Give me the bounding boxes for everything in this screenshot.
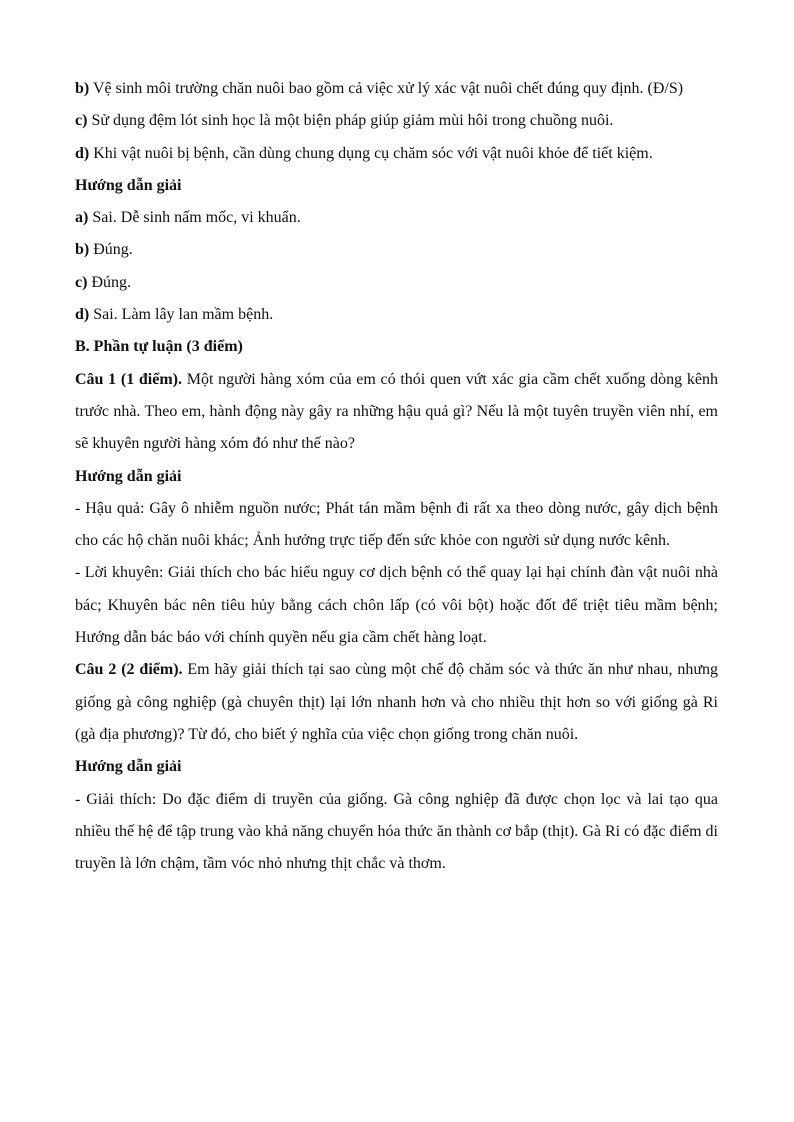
answer-text: Sai. Làm lây lan mầm bệnh. xyxy=(89,306,274,324)
section-heading: B. Phần tự luận (3 điểm) xyxy=(75,338,243,356)
question-label: Câu 2 (2 điểm). xyxy=(75,661,183,679)
statement-text: Vệ sinh môi trường chăn nuôi bao gồm cả việc xử lý xác vật nuôi chết đúng quy định. (Đ/S) xyxy=(89,80,684,97)
statement-c xyxy=(75,105,718,137)
answer-label: d) xyxy=(75,306,90,324)
solution-paragraph: - Hậu quả: Gây ô nhiễm nguồn nước; Phát tán mầm bệnh đi rất xa theo dòng nước, gây dịch bệnh cho các hộ chăn nuôi khác; Ảnh hưởng trực tiếp đến sức khỏe con người sử dụng nước kênh. xyxy=(75,499,718,550)
answer-label: c) xyxy=(75,273,88,291)
answer-label: a) xyxy=(75,209,89,227)
guide-heading: Hướng dẫn giải xyxy=(75,467,182,485)
statement-label: d) xyxy=(75,144,90,162)
answer-text: Đúng. xyxy=(89,241,133,259)
essay-question-2 xyxy=(75,654,718,751)
statement-text: Khi vật nuôi bị bệnh, cần dùng chung dụng cụ chăm sóc với vật nuôi khỏe để tiết kiệm. xyxy=(89,144,653,162)
answer-a xyxy=(75,202,718,234)
question-text: Một người hàng xóm của em có thói quen vứt xác gia cầm chết xuống dòng kênh trước nhà. Theo em, hành động này gây ra những hậu quả gì? Nếu là một tuyên truyền viên nhí, em sẽ khuyên người hàng xóm đó như thế nào? xyxy=(75,370,718,453)
statement-text: Sử dụng đệm lót sinh học là một biện pháp giúp giảm mùi hôi trong chuồng nuôi. xyxy=(87,112,614,130)
guide-heading: Hướng dẫn giải xyxy=(75,176,182,194)
document-page xyxy=(75,73,718,880)
question-text: Em hãy giải thích tại sao cùng một chế độ chăm sóc và thức ăn như nhau, nhưng giống gà công nghiệp (gà chuyên thịt) lại lớn nhanh hơn và cho nhiều thịt hơn so với giống gà Ri (gà địa phương)? Từ đó, cho biết ý nghĩa của việc chọn giống trong chăn nuôi. xyxy=(75,661,718,743)
guide-heading: Hướng dẫn giải xyxy=(75,758,182,776)
solution-paragraph: - Lời khuyên: Giải thích cho bác hiểu nguy cơ dịch bệnh có thể quay lại hại chính đàn vật nuôi nhà bác; Khuyên bác nên tiêu hủy bằng cách chôn lấp (có vôi bột) hoặc đốt để triệt tiêu mầm bệnh; Hướng dẫn bác báo với chính quyền nếu gia cầm chết hàng loạt. xyxy=(75,564,718,647)
statement-label: c) xyxy=(75,112,88,130)
answer-b xyxy=(75,234,718,266)
statement-b xyxy=(75,73,718,105)
answer-d xyxy=(75,299,718,331)
essay-question-1 xyxy=(75,364,718,461)
question-label: Câu 1 (1 điểm). xyxy=(75,370,183,388)
statement-d xyxy=(75,138,718,170)
answer-label: b) xyxy=(75,241,90,259)
answer-c xyxy=(75,267,718,299)
answer-text: Sai. Dễ sinh nấm mốc, vi khuẩn. xyxy=(88,209,301,227)
answer-text: Đúng. xyxy=(87,273,131,291)
solution-paragraph: - Giải thích: Do đặc điểm di truyền của giống. Gà công nghiệp đã được chọn lọc và lai tạo qua nhiều thế hệ để tập trung vào khả năng chuyển hóa thức ăn thành cơ bắp (thịt). Gà Ri có đặc điểm di truyền là lớn chậm, tầm vóc nhỏ nhưng thịt chắc và thơm. xyxy=(75,790,718,873)
statement-label: b) xyxy=(75,80,90,97)
